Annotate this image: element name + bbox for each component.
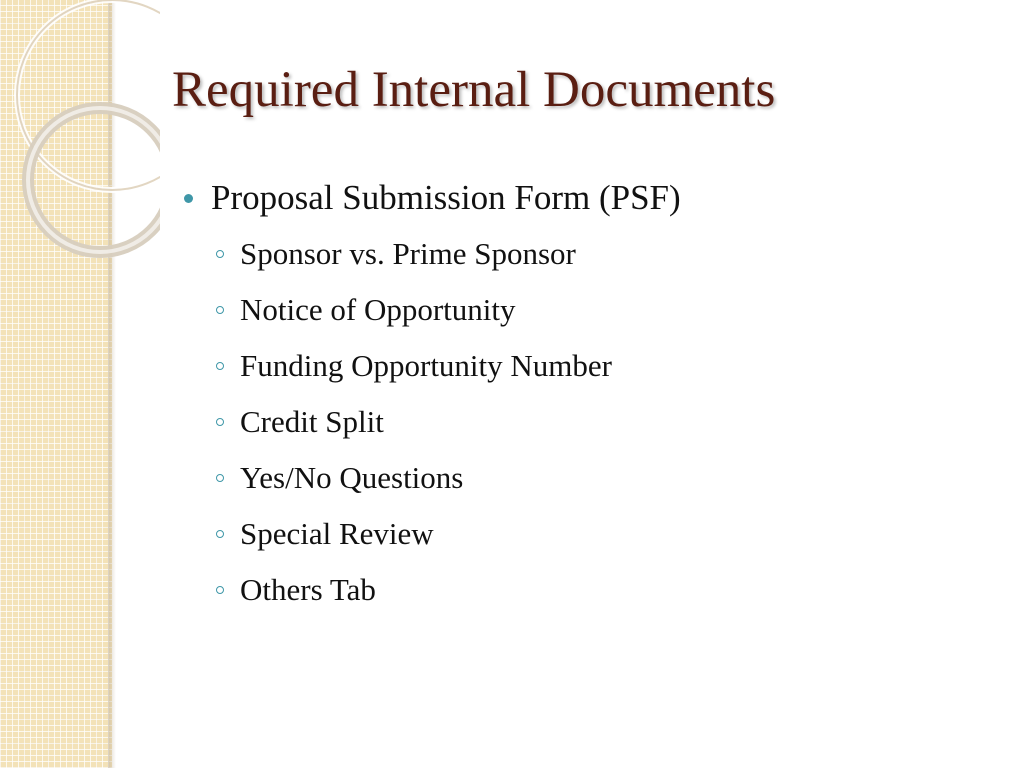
- slide-title: Required Internal Documents: [172, 62, 776, 118]
- hollow-circle-bullet-icon: [216, 418, 224, 426]
- sub-bullet-item: [216, 226, 984, 282]
- sub-bullet-list: [184, 226, 984, 618]
- hollow-circle-bullet-icon: [216, 362, 224, 370]
- sub-bullet-text: Sponsor vs. Prime Sponsor: [240, 236, 576, 271]
- hollow-circle-bullet-icon: [216, 586, 224, 594]
- sub-bullet-item: [216, 450, 984, 506]
- sub-bullet-item: [216, 506, 984, 562]
- sub-bullet-item: [216, 338, 984, 394]
- bullet-list: [184, 170, 984, 618]
- hollow-circle-bullet-icon: [216, 530, 224, 538]
- sub-bullet-text: Yes/No Questions: [240, 460, 464, 495]
- sub-bullet-text: Special Review: [240, 516, 434, 551]
- sub-bullet-text: Notice of Opportunity: [240, 292, 516, 327]
- hollow-circle-bullet-icon: [216, 250, 224, 258]
- sub-bullet-text: Others Tab: [240, 572, 376, 607]
- hollow-circle-bullet-icon: [216, 306, 224, 314]
- bullet-text: Proposal Submission Form (PSF): [211, 178, 681, 217]
- sub-bullet-text: Credit Split: [240, 404, 384, 439]
- sub-bullet-item: [216, 394, 984, 450]
- hollow-circle-bullet-icon: [216, 474, 224, 482]
- bullet-item-psf: [184, 170, 984, 226]
- sub-bullet-text: Funding Opportunity Number: [240, 348, 612, 383]
- sub-bullet-item: [216, 282, 984, 338]
- overlapping-rings-icon: [0, 0, 160, 260]
- filled-circle-bullet-icon: [184, 194, 193, 203]
- sub-bullet-item: [216, 562, 984, 618]
